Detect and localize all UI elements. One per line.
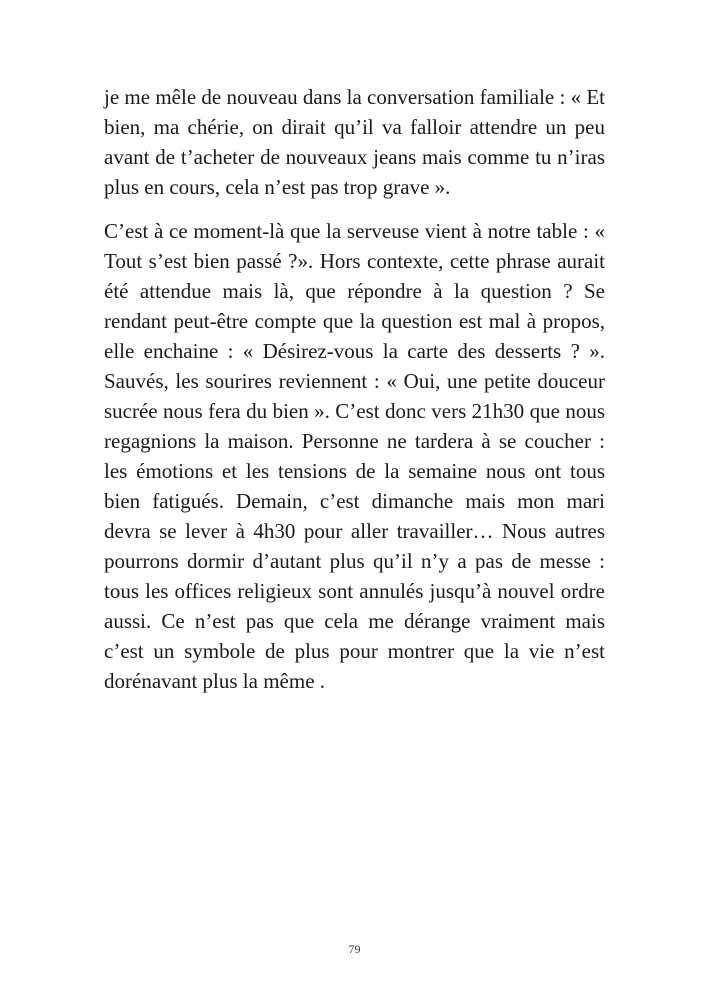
body-text (104, 82, 605, 710)
paragraph-1: je me mêle de nouveau dans la conversation familiale : « Et bien, ma chérie, on dirait qu’il va falloir attendre un peu avant de t’acheter de nouveaux jeans mais comme tu n’iras plus en cours, cela n’est pas trop grave ». (104, 85, 605, 199)
paragraph-2: C’est à ce moment-là que la serveuse vient à notre table : « Tout s’est bien passé ?». Hors contexte, cette phrase aurait été attendue mais là, que répondre à la question ? Se rendant peut-être compte que la question est mal à propos, elle enchaine : « Désirez-vous la carte des desserts ? ». Sauvés, les sourires reviennent : « Oui, une petite douceur sucrée nous fera du bien ». C’est donc vers 21h30 que nous regagnions la maison. Personne ne tardera à se coucher : les émotions et les tensions de la semaine nous ont tous bien fatigués. Demain, c’est dimanche mais mon mari devra se lever à 4h30 pour aller travailler… Nous autres pourrons dormir d’autant plus qu’il n’y a pas de messe : tous les offices religieux sont annulés jusqu’à nouvel ordre aussi. Ce n’est pas que cela me dérange vraiment mais c’est un symbole de plus pour montrer que la vie n’est dorénavant plus la même . (104, 219, 605, 693)
page-number: 79 (348, 942, 361, 956)
